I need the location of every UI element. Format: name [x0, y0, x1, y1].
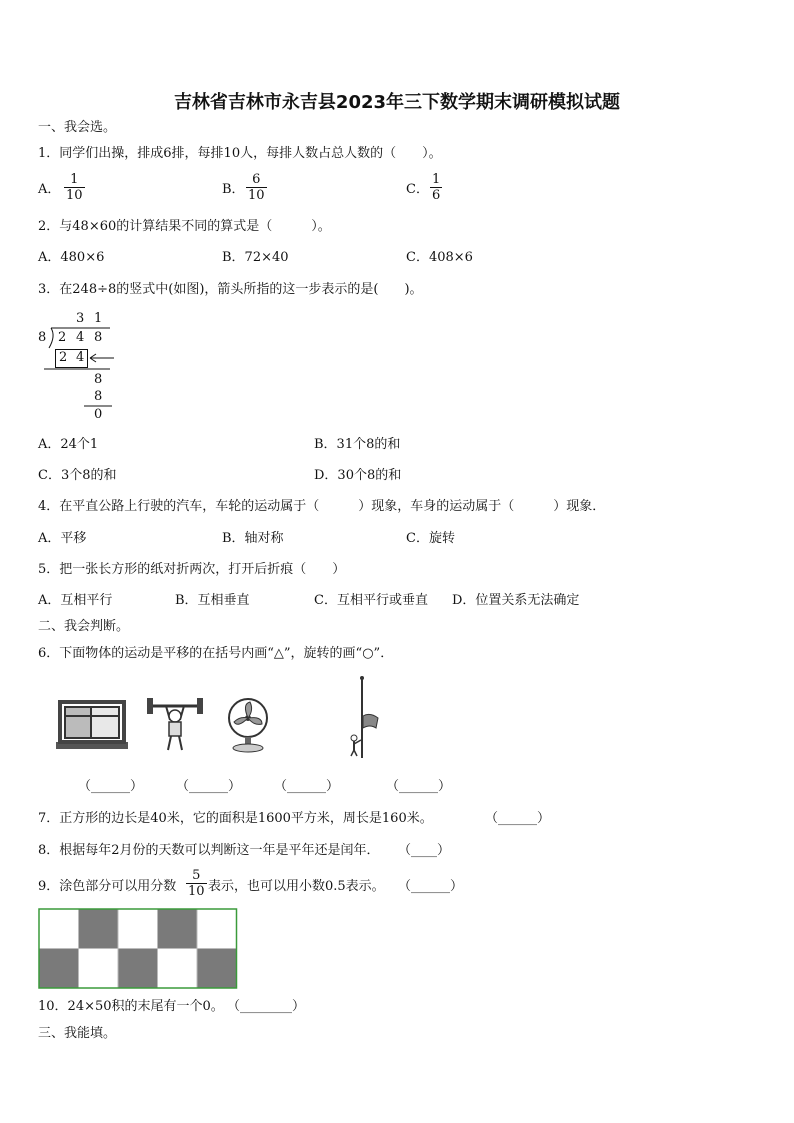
option-c: C．旋转 [406, 531, 455, 546]
blank-cell [39, 909, 79, 949]
question-9-fraction [186, 868, 207, 899]
partial-product: 8 [94, 389, 103, 404]
question-4-text: 4．在平直公路上行驶的汽车，车轮的运动属于（ ）现象，车身的运动属于（ ）现象． [38, 499, 606, 514]
blank-cell [197, 909, 237, 949]
shaded-cell [79, 909, 119, 949]
shaded-cell [197, 949, 237, 989]
step-digit: 2 [59, 350, 68, 365]
question-3-text: 3．在248÷8的竖式中(如图)，箭头所指的这一步表示的是( )。 [38, 282, 423, 297]
shaded-cell [118, 949, 158, 989]
option-a-fraction [64, 172, 85, 203]
option-a: A．480×6 [38, 250, 105, 265]
shaded-cell [158, 909, 198, 949]
denominator: 6 [432, 188, 441, 203]
step-digit: 4 [76, 350, 85, 365]
remainder: 0 [94, 407, 103, 422]
numerator: 6 [252, 172, 261, 187]
question-1-text: 1．同学们出操，排成6排，每排10人，每排人数占总人数的（ ）。 [38, 146, 442, 161]
option-a: A．平移 [38, 531, 87, 546]
option-a: A．互相平行 [38, 593, 113, 608]
dividend-digit: 8 [94, 330, 103, 345]
question-5-text: 5．把一张长方形的纸对折两次，打开后折痕（ ） [38, 562, 346, 577]
question-9-text-start: 9．涂色部分可以用分数 [38, 879, 177, 894]
answer-blank[interactable]: （______） [176, 779, 242, 794]
option-b-fraction [246, 172, 267, 203]
option-d: D．位置关系无法确定 [452, 593, 580, 608]
numerator: 1 [432, 172, 441, 187]
answer-blank[interactable]: （______） [78, 779, 144, 794]
section-heading-judge: 二、我会判断。 [38, 619, 130, 634]
divisor: 8 [38, 330, 47, 345]
shaded-cell [39, 949, 79, 989]
option-c: C．互相平行或垂直 [314, 593, 428, 608]
answer-blank[interactable]: （______） [398, 879, 464, 894]
answer-blank[interactable]: （________） [227, 999, 306, 1014]
option-a: A．24个1 [38, 437, 99, 452]
question-2-text: 2．与48×60的计算结果不同的算式是（ ）。 [38, 219, 331, 234]
partial-dividend: 8 [94, 372, 103, 387]
option-c-fraction [430, 172, 442, 203]
answer-blank[interactable]: （____） [398, 843, 451, 858]
page-title: 吉林省吉林市永吉县2023年三下数学期末调研模拟试题 [173, 92, 621, 113]
quotient-digit: 3 [76, 311, 85, 326]
dividend-digit: 2 [58, 330, 67, 345]
arrow-left-icon [86, 352, 126, 364]
question-10-text: 10．24×50积的末尾有一个0。 [38, 999, 224, 1014]
option-b: B．31个8的和 [314, 437, 401, 452]
option-b: B．互相垂直 [175, 593, 250, 608]
blank-cell [79, 949, 119, 989]
denominator: 10 [66, 188, 83, 203]
numerator: 5 [192, 868, 201, 883]
section-heading-choice: 一、我会选。 [38, 120, 117, 135]
question-6-text: 6．下面物体的运动是平移的在括号内画“△”，旋转的画“○”． [38, 646, 394, 661]
dividend-digit: 4 [76, 330, 85, 345]
blank-cell [118, 909, 158, 949]
numerator: 1 [70, 172, 79, 187]
answer-blank[interactable]: （______） [386, 779, 452, 794]
answer-blank[interactable]: （______） [485, 811, 551, 826]
shaded-grid [36, 906, 242, 990]
denominator: 10 [188, 884, 205, 899]
option-b: B．轴对称 [222, 531, 284, 546]
option-c-label: C． [406, 182, 429, 197]
option-a-label: A． [38, 182, 61, 197]
option-b: B．72×40 [222, 250, 289, 265]
option-c: C．408×6 [406, 250, 473, 265]
quotient-digit: 1 [94, 311, 103, 326]
answer-blank[interactable]: （______） [274, 779, 340, 794]
denominator: 10 [248, 188, 265, 203]
question-8-text: 8．根据每年2月份的天数可以判断这一年是平年还是闰年． [38, 843, 380, 858]
section-heading-fill: 三、我能填。 [38, 1026, 117, 1041]
blank-cell [158, 949, 198, 989]
option-d: D．30个8的和 [314, 468, 402, 483]
division-line [44, 368, 114, 372]
question-9-text-end: 表示，也可以用小数0.5表示。 [208, 879, 385, 894]
flagpole-icon [342, 674, 382, 762]
fan-icon [224, 696, 272, 754]
question-7-text: 7．正方形的边长是40米，它的面积是1600平方米，周长是160米。 [38, 811, 433, 826]
option-b-label: B． [222, 182, 245, 197]
weightlifter-icon [144, 694, 206, 754]
window-icon [54, 698, 130, 752]
option-c: C．3个8的和 [38, 468, 117, 483]
